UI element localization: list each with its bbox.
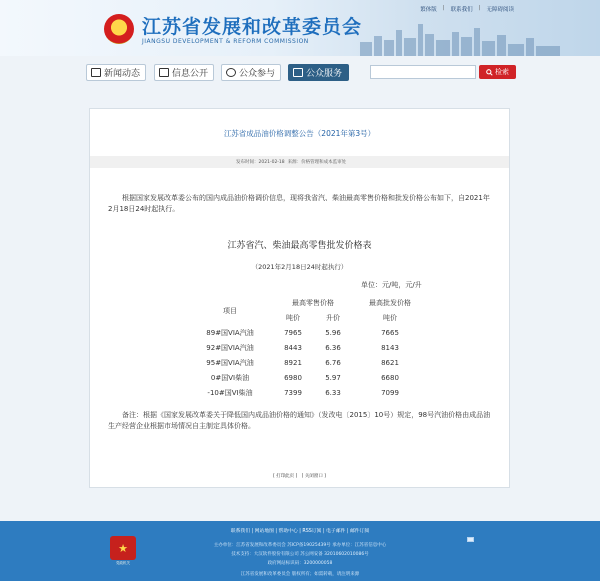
article-meta	[90, 156, 509, 168]
site-header	[0, 0, 600, 56]
footer-tech-support: 技术支持：大汉软件股份有限公司 苏公网安备 32010602010086号	[231, 552, 369, 557]
party-government-badge-icon[interactable]: ★	[110, 536, 136, 560]
price-table	[195, 296, 425, 401]
service-icon	[293, 68, 303, 77]
broken-image-icon	[467, 537, 474, 542]
footer-link-rss[interactable]: RSS订阅	[302, 529, 322, 534]
document-icon	[159, 68, 169, 77]
article-title: 江苏省成品油价格调整公告（2021年第3号）	[223, 129, 376, 138]
search-input[interactable]	[370, 65, 476, 79]
news-icon	[91, 68, 101, 77]
link-traditional-chinese[interactable]: 繁体版	[420, 7, 437, 13]
price-table-title: 江苏省汽、柴油最高零售批发价格表	[227, 241, 372, 251]
row-wholesale-ton: 6680	[381, 374, 399, 382]
search-icon	[486, 69, 493, 76]
main-nav	[86, 64, 516, 82]
nav-public-service[interactable]	[288, 64, 349, 81]
row-wholesale-ton: 8143	[381, 344, 399, 352]
publish-time: 发布时间：2021-02-18	[236, 160, 285, 165]
footer-site-code: 政府网站标识码：3200000058	[267, 561, 333, 566]
row-retail-ton: 7399	[284, 389, 302, 397]
link-contact-us[interactable]: 联系我们	[450, 7, 473, 13]
nav-public-participation-label: 公众参与	[239, 69, 276, 79]
row-retail-ton: 8443	[284, 344, 302, 352]
price-table-date: （2021年2月18日24时起执行）	[251, 263, 348, 271]
nav-info-disclosure[interactable]	[154, 64, 214, 81]
row-item: -10#国VI柴油	[207, 389, 253, 397]
row-wholesale-ton: 7099	[381, 389, 399, 397]
footer-organizer: 主办单位：江苏省发展和改革委员会 苏ICP备19025439号 承办单位：江苏省信息中心	[213, 543, 387, 548]
close-window-link[interactable]: [ 关闭窗口 ]	[301, 474, 327, 479]
nav-info-disclosure-label: 信息公开	[172, 69, 209, 79]
row-wholesale-ton: 7665	[381, 329, 399, 337]
row-item: 92#国VIA汽油	[206, 344, 254, 352]
row-item: 0#国VI柴油	[210, 374, 250, 382]
header-ton-price: 吨价	[286, 314, 300, 322]
row-retail-liter: 6.33	[325, 389, 341, 397]
separator: |	[478, 5, 481, 11]
footer-link-sitemap[interactable]: 网站地图	[254, 529, 274, 534]
table-row	[195, 341, 425, 356]
row-item: 89#国VIA汽油	[206, 329, 254, 337]
row-item: 95#国VIA汽油	[206, 359, 254, 367]
footer-link-contact[interactable]: 联系我们	[230, 529, 250, 534]
nav-public-participation[interactable]	[221, 64, 281, 81]
article-remark-paragraph: 备注：根据《国家发展改革委关于降低国内成品油价格的通知》（发改电〔2015〕10号）规定，98号汽油价格由成品油生产经营企业根据市场情况自主制定具体价格。	[108, 411, 491, 430]
badge-label: 党政机关	[116, 561, 130, 565]
site-title: 江苏省发展和改革委员会	[142, 16, 363, 38]
site-subtitle: JIANGSU DEVELOPMENT & REFORM COMMISSION	[142, 38, 309, 45]
table-row	[195, 326, 425, 341]
chat-icon	[226, 68, 236, 77]
header-liter-price: 升价	[326, 314, 340, 322]
link-accessible-reading[interactable]: 无障碍阅读	[486, 7, 514, 13]
row-retail-ton: 8921	[284, 359, 302, 367]
article-container	[89, 108, 510, 488]
footer-copyright: 江苏省发展和改革委员会 版权所有；如需转载，请注明来源	[240, 572, 360, 577]
table-subheader-row	[195, 307, 425, 326]
article-actions	[90, 473, 509, 479]
row-retail-liter: 5.97	[325, 374, 341, 382]
row-retail-liter: 5.96	[325, 329, 341, 337]
city-skyline-image	[360, 20, 560, 56]
nav-news[interactable]	[86, 64, 146, 81]
footer-link-help[interactable]: 帮助中心	[278, 529, 298, 534]
search-button-label: 检索	[495, 68, 509, 76]
row-retail-liter: 6.76	[325, 359, 341, 367]
footer-link-mail-subscribe[interactable]: 邮件订阅	[350, 529, 370, 534]
row-retail-liter: 6.36	[325, 344, 341, 352]
print-page-link[interactable]: [ 打印此页 ]	[272, 474, 298, 479]
footer-links: 联系我们 | 网站地图 | 帮助中心 | RSS订阅 | 电子邮件 | 邮件订阅	[230, 529, 370, 534]
nav-public-service-label: 公众服务	[306, 69, 343, 79]
row-wholesale-ton: 8621	[381, 359, 399, 367]
header-item: 项目	[223, 307, 237, 315]
header-ton-price-wholesale: 吨价	[383, 314, 397, 322]
separator: |	[442, 5, 445, 11]
article-intro-paragraph: 根据国家发展改革委公布的国内成品油价格调价信息，现将我省汽、柴油最高零售价格和批发价格公布如下，自2021年2月18日24时起执行。	[108, 194, 490, 213]
site-footer	[0, 521, 600, 581]
row-retail-ton: 7965	[284, 329, 302, 337]
row-retail-ton: 6980	[284, 374, 302, 382]
price-table-unit: 单位：元/吨，元/升	[361, 281, 422, 289]
table-row	[195, 371, 425, 386]
top-links	[420, 5, 514, 13]
article-source: 来源：价格管理和成本监审处	[287, 160, 347, 165]
header-retail-price: 最高零售价格	[292, 299, 334, 307]
search-button[interactable]	[479, 65, 516, 79]
header-wholesale-price: 最高批发价格	[369, 299, 411, 307]
table-row	[195, 386, 425, 401]
national-emblem-logo	[104, 14, 134, 44]
table-row	[195, 356, 425, 371]
nav-news-label: 新闻动态	[104, 69, 141, 79]
footer-link-email[interactable]: 电子邮件	[326, 529, 346, 534]
